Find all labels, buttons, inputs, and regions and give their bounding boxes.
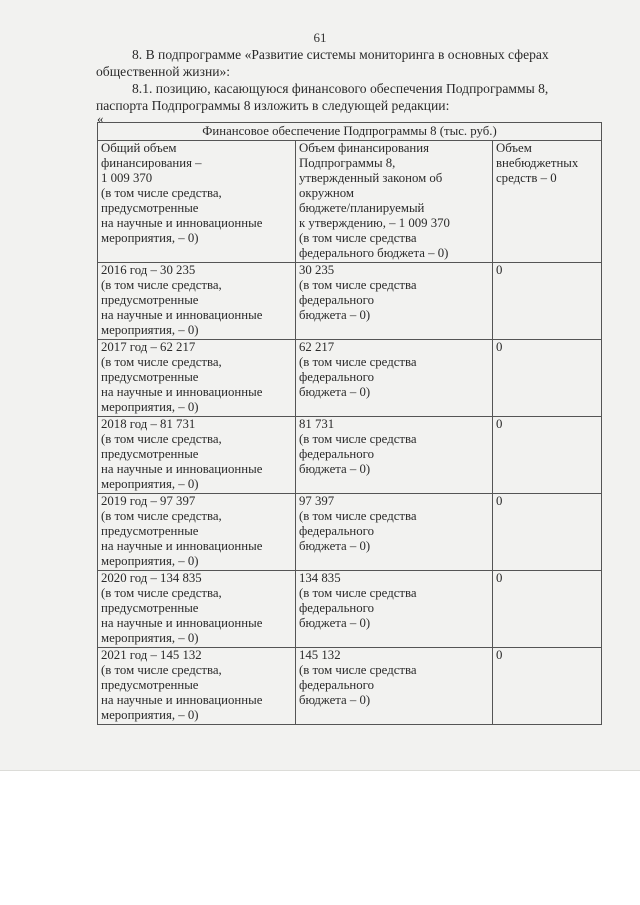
cell-year-budget (296, 648, 493, 725)
cell-year-budget (296, 340, 493, 417)
cell-year-budget (296, 263, 493, 340)
cell-line: окружном (299, 186, 355, 200)
cell-line: (в том числе средства (299, 231, 417, 245)
cell-line: мероприятия, – 0) (101, 554, 199, 568)
cell-line: на научные и инновационные (101, 539, 263, 553)
cell-line: средств – 0 (496, 171, 557, 185)
cell-year-total (98, 417, 296, 494)
cell-line: (в том числе средства, (101, 586, 222, 600)
table-caption-row (98, 123, 602, 141)
cell-line: 0 (496, 494, 503, 508)
cell-line: (в том числе средства (299, 278, 417, 292)
cell-line: федерального (299, 601, 374, 615)
cell-line: (в том числе средства (299, 432, 417, 446)
opening-quote: « (97, 111, 104, 126)
table-row (98, 417, 602, 494)
table-row (98, 340, 602, 417)
cell-year-budget (296, 494, 493, 571)
cell-line: 0 (496, 263, 503, 277)
cell-line: на научные и инновационные (101, 216, 263, 230)
cell-line: 145 132 (299, 648, 341, 662)
cell-line: мероприятия, – 0) (101, 708, 199, 722)
table-row (98, 648, 602, 725)
cell-line: (в том числе средства (299, 586, 417, 600)
cell-line: на научные и инновационные (101, 308, 263, 322)
cell-line: утвержденный законом об (299, 171, 443, 185)
cell-line: на научные и инновационные (101, 693, 263, 707)
cell-year-total (98, 571, 296, 648)
cell-line: (в том числе средства, (101, 509, 222, 523)
cell-year-extrabudgetary (493, 263, 602, 340)
paragraph-8-1-line1: 8.1. позицию, касающуюся финансового обеспечения Подпрограммы 8, (132, 81, 549, 96)
cell-line: мероприятия, – 0) (101, 400, 199, 414)
cell-year-total (98, 494, 296, 571)
cell-line: 30 235 (299, 263, 335, 277)
cell-line: Объем финансирования (299, 141, 430, 155)
paragraph-8 (96, 46, 598, 80)
cell-line: 2021 год – 145 132 (101, 648, 202, 662)
cell-year-extrabudgetary (493, 417, 602, 494)
cell-line: (в том числе средства (299, 663, 417, 677)
paragraph-8-line1: 8. В подпрограмме «Развитие системы мониторинга в основных сферах (132, 47, 549, 62)
cell-line: (в том числе средства (299, 509, 417, 523)
cell-line: бюджета – 0) (299, 462, 371, 476)
cell-line: (в том числе средства, (101, 278, 222, 292)
cell-line: 0 (496, 648, 503, 662)
cell-line: предусмотренные (101, 524, 199, 538)
cell-year-total (98, 340, 296, 417)
cell-budget-financing (296, 141, 493, 263)
cell-line: внебюджетных (496, 156, 579, 170)
cell-line: бюджета – 0) (299, 308, 371, 322)
cell-line: 134 835 (299, 571, 341, 585)
cell-line: федерального (299, 293, 374, 307)
paragraph-8-1 (96, 80, 598, 114)
cell-year-extrabudgetary (493, 340, 602, 417)
table-body (98, 141, 602, 725)
cell-line: к утверждению, – 1 009 370 (299, 216, 450, 230)
cell-year-total (98, 263, 296, 340)
cell-line: 2016 год – 30 235 (101, 263, 196, 277)
cell-total-financing (98, 141, 296, 263)
cell-line: (в том числе средства, (101, 663, 222, 677)
page-number: 61 (313, 30, 327, 45)
cell-line: предусмотренные (101, 447, 199, 461)
cell-line: федерального бюджета – 0) (299, 246, 449, 260)
cell-line: федерального (299, 678, 374, 692)
paragraph-8-1-line2: паспорта Подпрограммы 8 изложить в следующей редакции: (96, 98, 450, 113)
cell-line: на научные и инновационные (101, 616, 263, 630)
cell-line: федерального (299, 370, 374, 384)
cell-line: предусмотренные (101, 201, 199, 215)
table-header-row (98, 141, 602, 263)
cell-line: предусмотренные (101, 678, 199, 692)
cell-line: бюджета – 0) (299, 693, 371, 707)
cell-line: Подпрограммы 8, (299, 156, 396, 170)
cell-year-budget (296, 417, 493, 494)
cell-line: 1 009 370 (101, 171, 153, 185)
cell-line: 2020 год – 134 835 (101, 571, 202, 585)
cell-line: 0 (496, 340, 503, 354)
cell-line: предусмотренные (101, 293, 199, 307)
cell-line: мероприятия, – 0) (101, 231, 199, 245)
cell-line: бюджета – 0) (299, 385, 371, 399)
cell-line: 0 (496, 571, 503, 585)
cell-year-extrabudgetary (493, 571, 602, 648)
cell-line: 0 (496, 417, 503, 431)
cell-line: (в том числе средства, (101, 355, 222, 369)
cell-line: 62 217 (299, 340, 335, 354)
cell-extrabudgetary (493, 141, 602, 263)
cell-year-extrabudgetary (493, 494, 602, 571)
cell-line: бюджета – 0) (299, 616, 371, 630)
cell-line: 2019 год – 97 397 (101, 494, 196, 508)
table-row (98, 494, 602, 571)
cell-line: (в том числе средства (299, 355, 417, 369)
cell-year-extrabudgetary (493, 648, 602, 725)
cell-line: на научные и инновационные (101, 462, 263, 476)
cell-line: федерального (299, 447, 374, 461)
cell-line: мероприятия, – 0) (101, 477, 199, 491)
cell-line: на научные и инновационные (101, 385, 263, 399)
cell-line: Объем (496, 141, 532, 155)
table-row (98, 571, 602, 648)
cell-line: 81 731 (299, 417, 335, 431)
cell-year-total (98, 648, 296, 725)
cell-line: предусмотренные (101, 601, 199, 615)
cell-line: мероприятия, – 0) (101, 631, 199, 645)
cell-line: 2018 год – 81 731 (101, 417, 196, 431)
cell-line: (в том числе средства, (101, 186, 222, 200)
table-caption: Финансовое обеспечение Подпрограммы 8 (тыс. руб.) (98, 123, 602, 141)
cell-line: (в том числе средства, (101, 432, 222, 446)
financing-table (97, 122, 602, 725)
table-row (98, 263, 602, 340)
cell-year-budget (296, 571, 493, 648)
cell-line: мероприятия, – 0) (101, 323, 199, 337)
cell-line: Общий объем (101, 141, 177, 155)
cell-line: 2017 год – 62 217 (101, 340, 196, 354)
cell-line: предусмотренные (101, 370, 199, 384)
cell-line: федерального (299, 524, 374, 538)
cell-line: бюджета – 0) (299, 539, 371, 553)
paragraph-8-line2: общественной жизни»: (96, 64, 231, 79)
cell-line: бюджете/планируемый (299, 201, 425, 215)
cell-line: 97 397 (299, 494, 335, 508)
cell-line: финансирования – (101, 156, 202, 170)
